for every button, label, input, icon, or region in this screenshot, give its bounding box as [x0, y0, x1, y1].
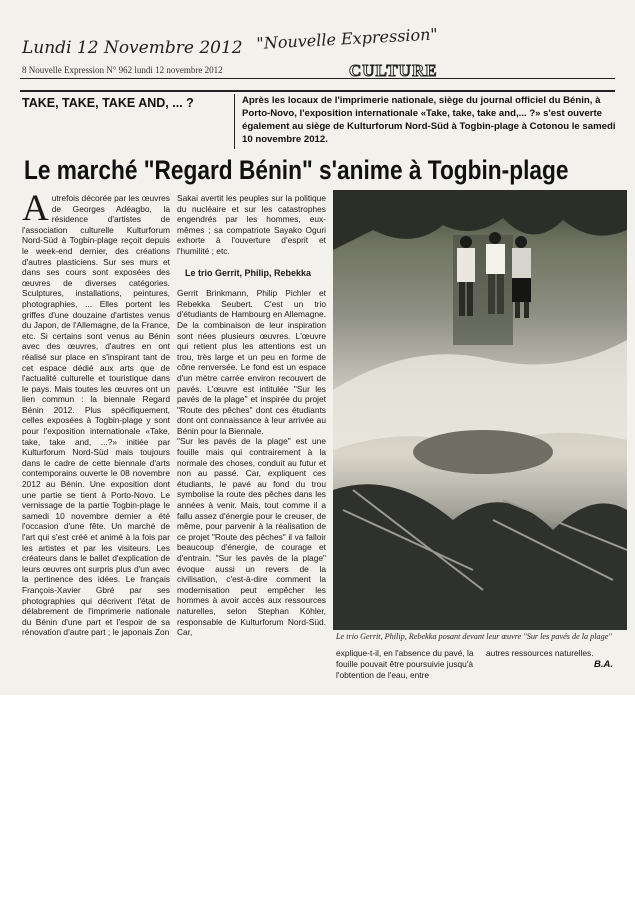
- photo-scene: [333, 190, 627, 630]
- photo-palm-fronds: [333, 484, 627, 630]
- drop-cap: A: [22, 188, 49, 229]
- article-column-3: explique-t-il, en l'absence du pavé, la fouille pouvait être poursuivie jusqu'à l'obtention de l'eau, entre: [336, 648, 474, 680]
- photo-pit-hole: [413, 430, 553, 474]
- article-standfirst: Après les locaux de l'imprimerie nationale, siège du journal officiel du Bénin, à Porto-Novo, l'exposition internationale «Take, take, take and,... ?» s'est ouverte également au siège de Kulturforum Nord-Süd à Togbin-plage à Cotonou le samedi 10 novembre 2012.: [242, 95, 616, 145]
- handwritten-date: Lundi 12 Novembre 2012: [22, 38, 243, 58]
- article-photo: [333, 190, 627, 630]
- kicker-divider: [234, 94, 235, 149]
- publication-line: 8 Nouvelle Expression N° 962 lundi 12 novembre 2012: [22, 65, 223, 75]
- article-column-4: autres ressources naturelles.: [486, 648, 594, 658]
- photo-person-3: [512, 236, 531, 318]
- section-rubric: CULTURE: [349, 61, 438, 80]
- photo-caption: Le trio Gerrit, Philip, Rebekka posant devant leur œuvre "Sur les pavés de la plage": [336, 632, 612, 641]
- article-kicker: TAKE, TAKE, TAKE AND, ... ?: [22, 96, 194, 110]
- article-column-2: [177, 193, 326, 638]
- handwritten-source-text: "Nouvelle Expression": [256, 24, 439, 53]
- author-signature: B.A.: [594, 659, 613, 670]
- article-subhead: Le trio Gerrit, Philip, Rebekka: [185, 267, 312, 278]
- header-rule-bottom: [20, 90, 615, 92]
- header-rule-top: [20, 78, 615, 79]
- handwritten-source: [256, 25, 438, 53]
- column-2-text-b: Gerrit Brinkmann, Philip Pichler et Rebekka Seubert. C'est un trio d'étudiants de Hambourg en Allemagne. De la combinaison de leur inspiration sont nées plusieurs œuvres. L'œuvre qui retient plus les attentions est un trou, très large et un peu en forme de cône renversée. Le fond est un espace d'un mètre carrée environ recouvert de pavés. L'œuvre est intitulée "Sur les pavés de la plage" et inspirée du projet "Route des pêches" dont ces étudiants dont ont connaissance à leur arrivée au Bénin pour la Biennale.: [177, 288, 326, 436]
- column-1-text: utrefois décorée par les œuvres de Georges Adéagbo, la résidence d'artistes de l'association culturelle Kulturforum Nord-Süd à Togbin-plage reçoit depuis le week-end dernier, des créations d'autres plasticiens. Sur ses murs et dans ses cours sont exposées des œuvres de diverses catégories. Sculptures, installations, peintures, photographies, ... Elles portent les griffes d'une douzaine d'artistes venus du Japon, de l'Allemagne, de la France, etc. Si certains sont venus au Bénin avec des œuvres, d'autres en ont réalisé sur place en s'inspirant tant de cet espace dédié aux arts que de l'actualité culturelle et touristique dans le pays. Mais toutes les œuvres ont un lien commun : la biennale Regard Bénin 2012. Plus spécifiquement, celles exposées à Togbin-plage y sont pour l'exposition internationale «Take, take, take and, ...?» initiée par Kulturforum Nord-Süd mais toujours dans le cadre de cette biennale d'arts contemporains ouverte le 08 novembre 2012 au Bénin. Une exposition dont une partie se tient à Porto-Novo. Le vernissage de la partie Togbin-plage le samedi 10 novembre dernier a été l'occasion d'une fête. Un marché de l'art qui s'est créé et animé à la fois par les artistes et par les visiteurs. Les créateurs dans le ballet d'explication de leurs œuvres ont surpris plus d'un avec la pertinence des idées. Le français François-Xavier Gbré par ses photographies qui décrivent l'état de délabrement de l'imprimerie nationale du Bénin d'une part et l'espoir de sa rénovation d'autre part ; le japonais Zon: [22, 193, 170, 638]
- article-column-1: [22, 188, 170, 638]
- article-headline: Le marché "Regard Bénin" s'anime à Togbin-plage: [24, 155, 569, 185]
- column-2-text-c: "Sur les pavés de la plage" est une fouille mais qui contrairement à la normale des choses, conduit au futur et non au passé. Car, expliquent ces étudiants, le pavé au fond du trou symbolise la route des pêches dans les années à venir. Mais, tout comme il a fallu assez d'énergie pour le creuser, de même, pour parvenir à la réalisation de ce projet "Route des pêches" il va falloir beaucoup d'énergie, de courage et d'entrain. "Sur les pavés de la plage" évoque aussi un revers de la civilisation, c'est-à-dire comment la modernisation peut empêcher les hommes à avoir accès aux ressources naturelles, selon Stephan Köhler, responsable de Kulturforum Nord-Süd. Car,: [177, 436, 326, 638]
- column-2-text-a: Sakai avertit les peuples sur la politique du nucléaire et sur les catastrophes engendrés par les hommes, eux-mêmes ; sa compatriote Sayako Oguri exhorte à l'ouverture d'esprit et l'humilité ; etc.: [177, 193, 326, 256]
